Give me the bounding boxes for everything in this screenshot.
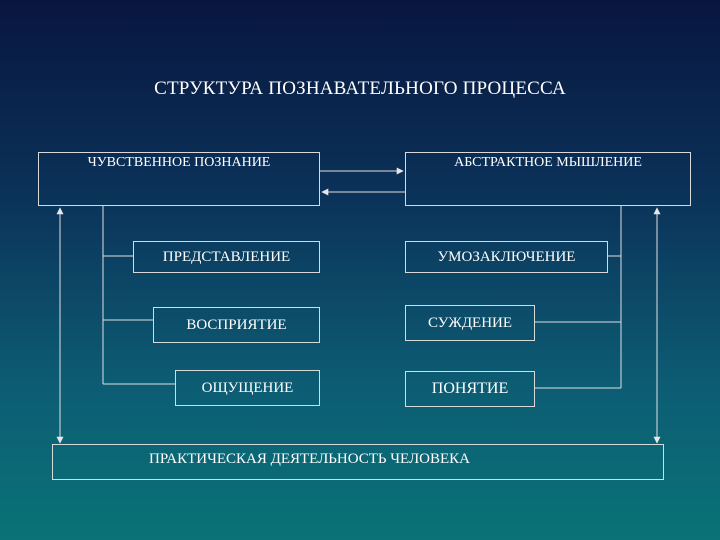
sensory-header-box (38, 152, 320, 206)
judgement-box (405, 305, 535, 341)
representation-label: ПРЕДСТАВЛЕНИЕ (162, 248, 291, 265)
judgement-label: СУЖДЕНИЕ (427, 314, 513, 331)
concept-label: ПОНЯТИЕ (431, 380, 509, 397)
practice-box (52, 444, 664, 480)
abstract-header-box (405, 152, 691, 206)
abstract-header-label: АБСТРАКТНОЕ МЫШЛЕНИЕ (454, 155, 642, 170)
sensory-header-label: ЧУВСТВЕННОЕ ПОЗНАНИЕ (87, 155, 271, 170)
perception-label: ВОСПРИЯТИЕ (186, 316, 287, 333)
page-title: СТРУКТУРА ПОЗНАВАТЕЛЬНОГО ПРОЦЕССА (154, 78, 566, 99)
inference-label: УМОЗАКЛЮЧЕНИЕ (437, 248, 576, 265)
practice-label: ПРАКТИЧЕСКАЯ ДЕЯТЕЛЬНОСТЬ ЧЕЛОВЕКА (149, 451, 471, 467)
representation-box (133, 241, 320, 273)
sensation-box (175, 370, 320, 406)
inference-box (405, 241, 608, 273)
sensation-label: ОЩУЩЕНИЕ (201, 379, 294, 396)
perception-box (153, 307, 320, 343)
concept-box (405, 371, 535, 407)
